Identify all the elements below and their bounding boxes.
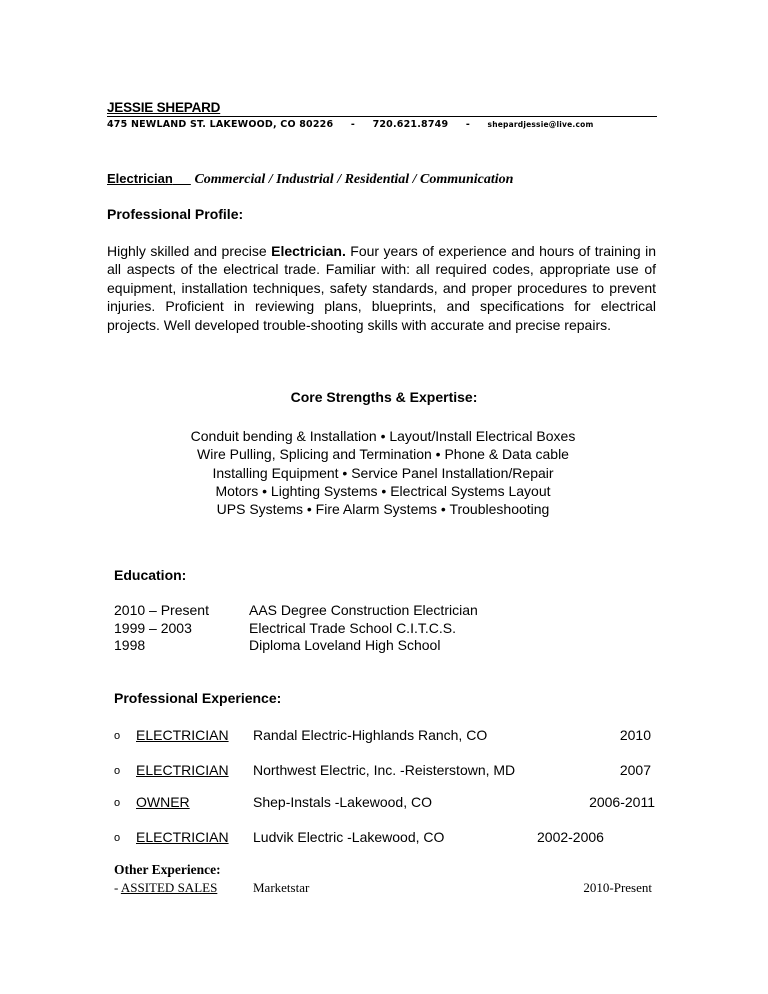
experience-company: Shep-Instals -Lakewood, CO bbox=[253, 794, 432, 810]
education-years: 1998 bbox=[114, 637, 146, 653]
experience-role: ELECTRICIAN bbox=[136, 727, 229, 743]
header-divider bbox=[107, 116, 657, 117]
candidate-name: JESSIE SHEPARD bbox=[107, 100, 221, 115]
education-desc: Diploma Loveland High School bbox=[249, 637, 441, 653]
experience-row bbox=[114, 794, 659, 814]
contact-line bbox=[107, 119, 593, 130]
bullet-icon: o bbox=[114, 832, 121, 844]
other-company: Marketstar bbox=[253, 880, 310, 895]
experience-company: Northwest Electric, Inc. -Reisterstown, MD bbox=[253, 762, 516, 778]
bullet-icon: o bbox=[114, 730, 121, 742]
other-years: 2010-Present bbox=[583, 880, 652, 895]
education-years: 2010 – Present bbox=[114, 602, 209, 618]
experience-years: 2006-2011 bbox=[589, 794, 655, 810]
phone: 720.621.8749 bbox=[372, 119, 449, 130]
bullet-icon: o bbox=[114, 765, 121, 777]
experience-role: ELECTRICIAN bbox=[136, 829, 229, 845]
trade-fields: Commercial / Industrial / Residential / Communication bbox=[194, 172, 514, 187]
profile-bold-term: Electrician. bbox=[271, 243, 346, 259]
experience-years: 2010 bbox=[619, 727, 651, 743]
experience-row bbox=[114, 727, 659, 747]
core-line: Wire Pulling, Splicing and Termination • Phone & Data cable bbox=[197, 446, 569, 463]
experience-role: ELECTRICIAN bbox=[136, 762, 229, 778]
core-line: Motors • Lighting Systems • Electrical Systems Layout bbox=[215, 482, 551, 499]
core-line: Conduit bending & Installation • Layout/Install Electrical Boxes bbox=[190, 428, 576, 444]
bullet-icon: o bbox=[114, 797, 121, 809]
experience-company: Randal Electric-Highlands Ranch, CO bbox=[253, 727, 488, 743]
education-years: 1999 – 2003 bbox=[114, 620, 192, 636]
experience-years: 2002-2006 bbox=[537, 829, 604, 845]
education-desc: AAS Degree Construction Electrician bbox=[249, 602, 478, 618]
profile-paragraph: Highly skilled and precise Electrician. Four years of experience and hours of training in all aspects of the electrical trade. Familiar with: all required codes, appropriate use of equipment, installation techniques, safety standards, and proper procedures to prevent injuries. Proficient in reviewing plans, blueprints, and specifications for electrical projects. Well developed trouble-shooting skills with accurate and precise repairs. bbox=[107, 243, 656, 333]
core-line: UPS Systems • Fire Alarm Systems • Troubleshooting bbox=[216, 501, 550, 518]
experience-role: OWNER bbox=[136, 794, 190, 810]
profile-heading: Professional Profile: bbox=[107, 206, 244, 222]
separator: - bbox=[465, 119, 470, 130]
core-heading: Core Strengths & Expertise: bbox=[290, 389, 478, 405]
email: shepardjessie@live.com bbox=[487, 120, 594, 129]
experience-heading: Professional Experience: bbox=[114, 690, 282, 706]
education-heading: Education: bbox=[114, 567, 187, 583]
other-experience-row bbox=[114, 880, 659, 898]
other-experience-heading: Other Experience: bbox=[114, 862, 221, 877]
experience-row bbox=[114, 829, 659, 849]
core-line: Installing Equipment • Service Panel Installation/Repair bbox=[212, 464, 554, 481]
experience-years: 2007 bbox=[619, 762, 651, 778]
core-list bbox=[176, 427, 590, 518]
experience-company: Ludvik Electric -Lakewood, CO bbox=[253, 829, 445, 845]
other-role: - ASSITED SALES bbox=[114, 880, 218, 895]
address: 475 NEWLAND ST. LAKEWOOD, CO 80226 bbox=[107, 119, 334, 130]
education-desc: Electrical Trade School C.I.T.C.S. bbox=[249, 620, 456, 636]
separator: - bbox=[350, 119, 356, 130]
title-line bbox=[107, 171, 513, 188]
trade-title: Electrician bbox=[107, 171, 173, 186]
experience-row bbox=[114, 762, 659, 782]
